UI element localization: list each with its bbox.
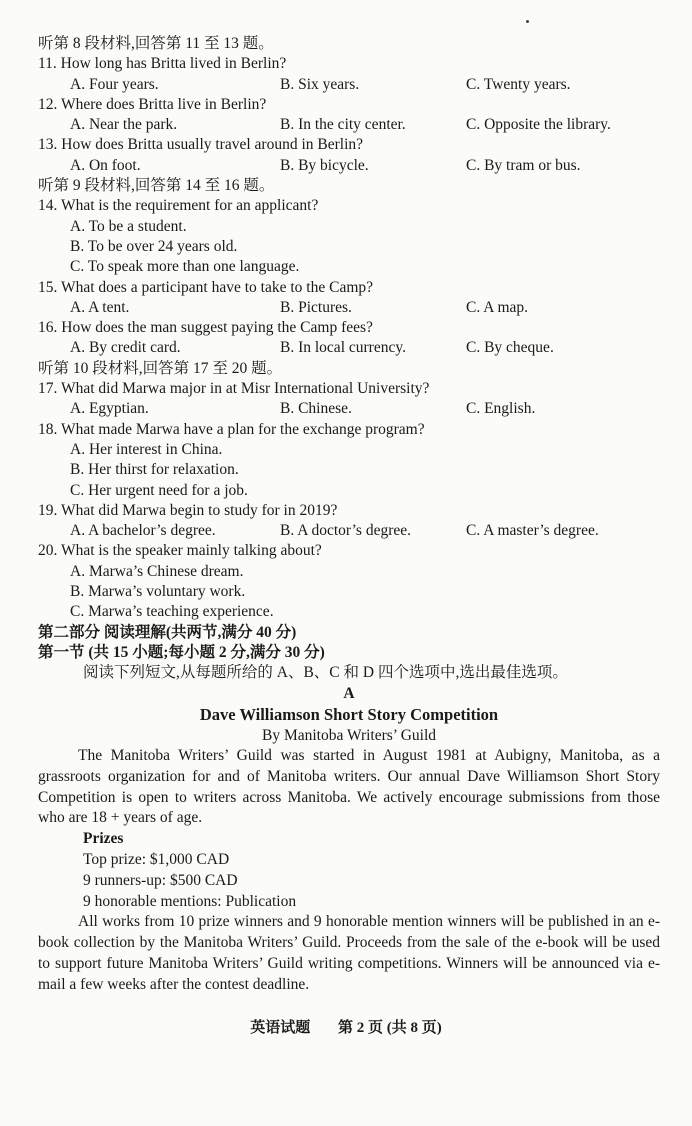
- question-11: 11. How long has Britta lived in Berlin?: [38, 55, 287, 73]
- reading-instruction: 阅读下列短文,从每题所给的 A、B、C 和 D 四个选项中,选出最佳选项。: [83, 664, 568, 682]
- option-a: A. By credit card.: [70, 339, 181, 357]
- option-a: A. On foot.: [70, 156, 141, 174]
- option-a: A. Four years.: [70, 75, 159, 93]
- option-c: C. English.: [466, 400, 536, 418]
- option-a: A. Near the park.: [70, 116, 178, 134]
- option-a: A. Her interest in China.: [70, 440, 223, 458]
- option-b: B. In the city center.: [280, 116, 406, 134]
- part-2-heading: 第二部分 阅读理解(共两节,满分 40 分): [38, 623, 297, 641]
- option-c: C. A map.: [466, 298, 529, 316]
- question-11-options: [38, 75, 660, 95]
- scan-speck: [526, 20, 529, 23]
- option-c: C. By tram or bus.: [466, 156, 581, 174]
- question-20: 20. What is the speaker mainly talking about?: [38, 542, 322, 560]
- option-b: B. By bicycle.: [280, 156, 369, 174]
- question-16-options: [38, 338, 660, 358]
- passage-paragraph-2: All works from 10 prize winners and 9 honorable mention winners will be published in an e-book collection by the Manitoba Writers’ Guild. Proceeds from the sale of the e-book will be used to support future Manitoba Writers’ Guild writing competitions. Winners will be announced via e-mail a few weeks after the contest deadline.: [38, 913, 660, 993]
- option-c: C. Opposite the library.: [466, 116, 611, 134]
- prize-top: Top prize: $1,000 CAD: [83, 851, 230, 869]
- question-13-options: [38, 156, 660, 176]
- prize-honorable-mentions: 9 honorable mentions: Publication: [83, 892, 297, 910]
- footer-subject: 英语试题: [250, 1020, 311, 1036]
- question-17: 17. What did Marwa major in at Misr International University?: [38, 380, 430, 398]
- option-b: B. Chinese.: [280, 400, 352, 418]
- option-c: C. Marwa’s teaching experience.: [70, 603, 274, 621]
- page-footer: [0, 1016, 692, 1037]
- option-c: C. To speak more than one language.: [70, 258, 300, 276]
- option-b: B. To be over 24 years old.: [70, 237, 238, 255]
- option-a: A. A tent.: [70, 298, 130, 316]
- question-14: 14. What is the requirement for an applicant?: [38, 197, 319, 215]
- option-a: A. Marwa’s Chinese dream.: [70, 562, 244, 580]
- question-17-options: [38, 399, 660, 419]
- option-a: A. A bachelor’s degree.: [70, 522, 216, 540]
- passage-paragraph-1: The Manitoba Writers’ Guild was started in August 1981 at Aubigny, Manitoba, as a grassroots organization for and of Manitoba writers. Our annual Dave Williamson Short Story Competition is open to writers across Manitoba. We actively encourage submissions from those who are 18 + years of age.: [38, 747, 660, 827]
- question-19: 19. What did Marwa begin to study for in 2019?: [38, 501, 338, 519]
- section-1-heading: 第一节 (共 15 小题;每小题 2 分,满分 30 分): [38, 643, 325, 661]
- section-8-heading: 听第 8 段材料,回答第 11 至 13 题。: [38, 35, 274, 52]
- passage-letter: A: [343, 684, 355, 702]
- option-b: B. Six years.: [280, 75, 360, 93]
- question-13: 13. How does Britta usually travel around in Berlin?: [38, 136, 364, 154]
- option-c: C. A master’s degree.: [466, 522, 599, 540]
- option-c: C. Twenty years.: [466, 75, 571, 93]
- option-b: B. A doctor’s degree.: [280, 522, 412, 540]
- footer-page-number: 第 2 页 (共 8 页): [338, 1020, 442, 1036]
- question-19-options: [38, 521, 660, 541]
- option-a: A. Egyptian.: [70, 400, 149, 418]
- prize-runners-up: 9 runners-up: $500 CAD: [83, 871, 238, 889]
- question-18: 18. What made Marwa have a plan for the exchange program?: [38, 420, 425, 438]
- option-b: B. Pictures.: [280, 298, 352, 316]
- option-c: C. By cheque.: [466, 339, 554, 357]
- question-12-options: [38, 115, 660, 135]
- question-12: 12. Where does Britta live in Berlin?: [38, 95, 267, 113]
- question-16: 16. How does the man suggest paying the Camp fees?: [38, 319, 373, 337]
- option-b: B. Marwa’s voluntary work.: [70, 583, 246, 601]
- question-15: 15. What does a participant have to take to the Camp?: [38, 278, 374, 296]
- prizes-heading: Prizes: [83, 830, 124, 848]
- passage-byline: By Manitoba Writers’ Guild: [261, 726, 436, 744]
- page-content: [38, 34, 660, 996]
- option-c: C. Her urgent need for a job.: [70, 481, 248, 499]
- section-10-heading: 听第 10 段材料,回答第 17 至 20 题。: [38, 359, 283, 377]
- section-9-heading: 听第 9 段材料,回答第 14 至 16 题。: [38, 177, 275, 195]
- option-b: B. In local currency.: [280, 339, 406, 357]
- option-a: A. To be a student.: [70, 217, 187, 235]
- passage-title: Dave Williamson Short Story Competition: [199, 704, 499, 724]
- question-15-options: [38, 298, 660, 318]
- option-b: B. Her thirst for relaxation.: [70, 461, 239, 479]
